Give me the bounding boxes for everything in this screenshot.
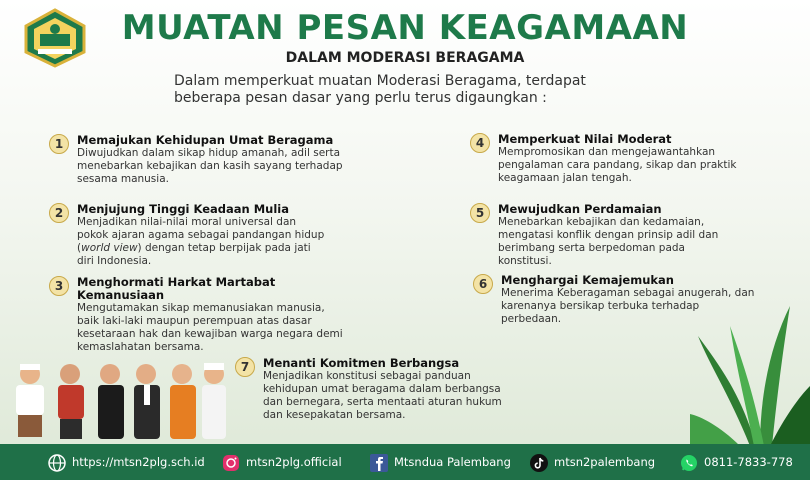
number-badge: 5 xyxy=(470,203,490,223)
item-description: Menjadikan nilai-nilai moral universal dan pokok ajaran agama sebagai pandangan hidup (world view) dengan tetap berpijak pada jati diri Indonesia. xyxy=(77,216,325,267)
whatsapp-number[interactable]: 0811-7833-778 xyxy=(704,455,793,469)
number-badge: 7 xyxy=(235,357,255,377)
item-description: Menebarkan kebajikan dan kedamaian, mengatasi konflik dengan prinsip adil dan berimbang serta berpedoman pada konstitusi. xyxy=(498,216,719,267)
footer-website[interactable] xyxy=(48,453,205,471)
footer-bar xyxy=(0,444,810,480)
item-title: Menjujung Tinggi Keadaan Mulia xyxy=(77,202,289,216)
footer-tiktok[interactable] xyxy=(530,453,655,471)
item-description: Menerima Keberagaman sebagai anugerah, dan karenanya bersikap terbuka terhadap perbedaan. xyxy=(501,287,755,325)
facebook-page[interactable]: Mtsndua Palembang xyxy=(394,455,511,469)
item-description: Mempromosikan dan mengejawantahkan pengalaman cara pandang, sikap dan praktik keagamaan jalan tengah. xyxy=(498,146,737,184)
number-badge: 1 xyxy=(49,134,69,154)
footer-whatsapp[interactable] xyxy=(680,453,793,471)
item-description: Mengutamakan sikap memanusiakan manusia, baik laki-laki maupun perempuan atas dasar kesetaraan hak dan kewajiban warga negara demi kemaslahatan bersama. xyxy=(77,302,343,353)
footer-instagram[interactable] xyxy=(222,453,342,471)
whatsapp-icon xyxy=(680,454,698,472)
instagram-handle[interactable]: mtsn2plg.official xyxy=(246,455,342,469)
item-description: Diwujudkan dalam sikap hidup amanah, adil serta menebarkan kebajikan dan kasih sayang terhadap sesama manusia. xyxy=(77,147,343,185)
page-title: MUATAN PESAN KEAGAMAAN xyxy=(121,8,689,48)
number-badge: 4 xyxy=(470,133,490,153)
website-link[interactable]: https://mtsn2plg.sch.id xyxy=(72,455,205,469)
globe-icon xyxy=(48,454,66,472)
number-badge: 2 xyxy=(49,203,69,223)
number-badge: 6 xyxy=(473,274,493,294)
number-badge: 3 xyxy=(49,276,69,296)
item-title: Menanti Komitmen Berbangsa xyxy=(263,356,460,370)
page-subtitle: DALAM MODERASI BERAGAMA xyxy=(285,50,525,66)
tiktok-handle[interactable]: mtsn2palembang xyxy=(554,455,656,469)
item-title: Memperkuat Nilai Moderat xyxy=(498,132,672,146)
item-title: Menghargai Kemajemukan xyxy=(501,273,674,287)
facebook-icon xyxy=(370,454,388,472)
people-illustration xyxy=(6,360,228,444)
item-description: Menjadikan konstitusi sebagai panduan kehidupan umat beragama dalam berbangsa dan bernegara, serta mentaati aturan hukum dan kesepakatan bersama. xyxy=(263,370,502,421)
item-title: Mewujudkan Perdamaian xyxy=(498,202,662,216)
item-title: Memajukan Kehidupan Umat Beragama xyxy=(77,133,334,147)
plant-decoration xyxy=(690,296,810,446)
footer-facebook[interactable] xyxy=(370,453,511,471)
instagram-icon xyxy=(222,454,240,472)
world-view-term: world view xyxy=(81,242,138,254)
item-title: Menghormati Harkat Martabat Kemanusiaan xyxy=(77,275,276,302)
intro-text: Dalam memperkuat muatan Moderasi Beragama, terdapat beberapa pesan dasar yang perlu terus digaungkan : xyxy=(174,73,586,106)
tiktok-icon xyxy=(530,454,548,472)
